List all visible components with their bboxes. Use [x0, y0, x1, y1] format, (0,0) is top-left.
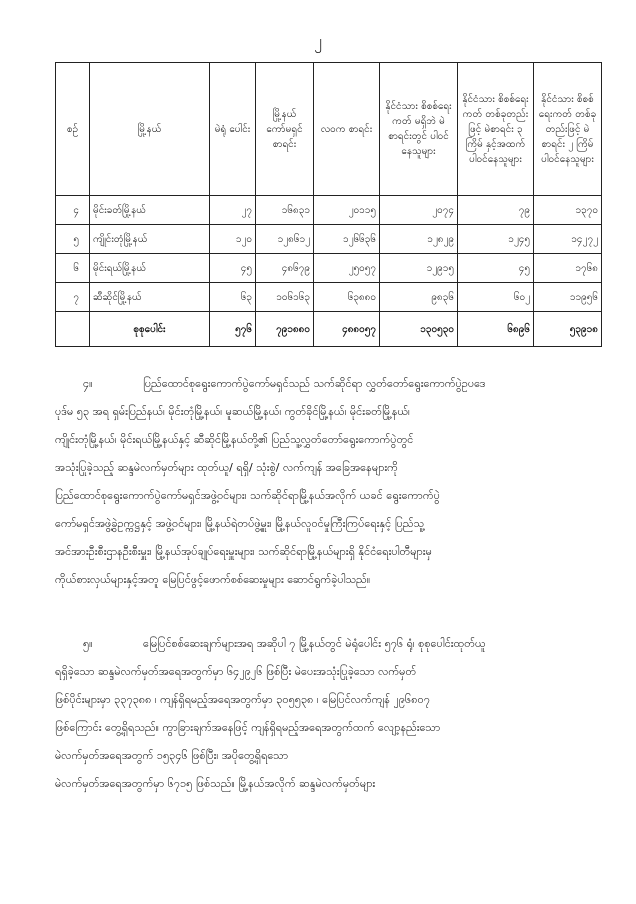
paragraph-text: မြေပြင်စစ်ဆေးချက်များအရ အဆိုပါ ၇ မြို့နယ်တွင် မဲရုံပေါင်း ၅၇၆ ရုံ၊ စုစုပေါင်းထုတ်ယူ — [143, 637, 486, 650]
total-label: စုစုပေါင်း — [90, 312, 210, 347]
paragraph-line — [55, 370, 601, 398]
row-value: ၂၇ — [210, 196, 256, 225]
paragraph-5 — [55, 630, 601, 798]
paragraph-line: မဲလက်မှတ်အရေအတွက်မှာ ၆၇၁၅ ဖြစ်သည်။ မြို့နယ်အလိုက် ဆန္ဒမဲလက်မှတ်များ — [55, 777, 376, 790]
header-three-plus-times: နိုင်ငံသား စိစစ်ရေးကတ် တစ်ခုတည်းဖြင့် မဲစာရင်း ၃ ကြိမ် နှင့်အထက် ပါဝင်နေသူများ — [458, 63, 534, 196]
voter-list-table — [55, 62, 602, 347]
row-index: ၄ — [56, 196, 90, 225]
total-value: ၅၃၉၁၈ — [534, 312, 602, 347]
header-immigration-list: လဝက စာရင်း — [314, 63, 380, 196]
paragraph-line: ကော်မရှင်အဖွဲ့ခွဲဥက္ကဋ္ဌနှင့် အဖွဲ့ဝင်များ၊ မြို့နယ်ရဲတပ်ဖွဲ့မှူး၊ မြို့နယ်လူဝင်မှုကြီးကြပ်ရေးနှင့် ပြည်သူ့ — [55, 517, 425, 530]
header-township: မြို့နယ် — [90, 63, 210, 196]
row-township: မိုင်းရယ်မြို့နယ် — [90, 254, 210, 283]
row-township: ဆီဆိုင်မြို့နယ် — [90, 283, 210, 312]
row-value: ၁၃၇၀ — [534, 196, 602, 225]
row-value: ၂၅၀၅၇ — [314, 254, 380, 283]
total-value: ၁၃၀၅၃၀ — [380, 312, 458, 347]
header-polling-stations: မဲရုံ ပေါင်း — [210, 63, 256, 196]
header-no-id-card: နိုင်ငံသား စိစစ်ရေးကတ် မရှိဘဲ မဲစာရင်းတွင် ပါဝင်နေသူများ — [380, 63, 458, 196]
paragraph-4 — [55, 370, 601, 594]
row-value: ၁၁၉၅၆ — [534, 283, 602, 312]
table-row — [56, 225, 602, 254]
table-row — [56, 254, 602, 283]
paragraph-line: အသုံးပြုခဲ့သည့် ဆန္ဒမဲလက်မှတ်များ ထုတ်ယူ/ ရရှိ/ သုံးစွဲ/ လက်ကျန် အခြေအနေများကို — [55, 461, 398, 474]
row-value: ၁၂၀ — [210, 225, 256, 254]
row-value: ၂၀၁၁၅ — [314, 196, 380, 225]
row-value: ၄၈၆၇၉ — [256, 254, 314, 283]
row-value: ၁၂၈၂၉ — [380, 225, 458, 254]
row-index: ၅ — [56, 225, 90, 254]
row-value: ၇၉ — [458, 196, 534, 225]
paragraph-line: မဲလက်မှတ်အရေအတွက် ၁၅၃၄၆ ဖြစ်ပြီး၊ အပိုတွေ့ရှိရသော — [55, 749, 289, 762]
paragraph-line: အင်အားဦးစီးဌာနဦးစီးမှူး၊ မြို့နယ်အုပ်ချုပ်ရေးမှူးများ၊ သက်ဆိုင်ရာမြို့နယ်များရှိ နိုင်ငံရေးပါတီများမှ — [55, 545, 432, 558]
total-value: ၇၉၁၈၈၀ — [256, 312, 314, 347]
row-township: မိုင်းခတ်မြို့နယ် — [90, 196, 210, 225]
row-value: ၁၄၂၇၂ — [534, 225, 602, 254]
total-value: ၅၇၆ — [210, 312, 256, 347]
paragraph-line: ဖြစ်ကြောင်း တွေ့ရှိရသည်။ ကွာခြားချက်အနေဖြင့် ကျန်ရှိရမည့်အရေအတွက်ထက် လျော့နည်းသော — [55, 721, 441, 734]
page-number: ၂ — [314, 31, 322, 50]
row-index: ၆ — [56, 254, 90, 283]
table-row — [56, 196, 602, 225]
table-total-row — [56, 312, 602, 347]
total-empty-cell — [56, 312, 90, 347]
row-value: ၆၀၂ — [458, 283, 534, 312]
paragraph-line: ဖြစ်ပိုင်းများမှာ ၃၃၇၃၈၈ ၊ ကျန်ရှိရမည့်အရေအတွက်မှာ ၃၀၅၅၃၈ ၊ မြေပြင်လက်ကျန် ၂၉၆၈၀၇ — [55, 693, 430, 706]
row-value: ၄၅ — [458, 254, 534, 283]
paragraph-line: ရရှိခဲ့သော ဆန္ဒမဲလက်မှတ်အရေအတွက်မှာ ၆၄၂၉၂၆ ဖြစ်ပြီး မဲပေးအသုံးပြုခဲ့သော လက်မှတ် — [55, 665, 417, 678]
header-two-times: နိုင်ငံသား စိစစ်ရေးကတ် တစ်ခုတည်းဖြင့် မဲစာရင်း ၂ ကြိမ် ပါဝင်နေသူများ — [534, 63, 602, 196]
total-value: ၆၈၉၆ — [458, 312, 534, 347]
row-value: ၁၂၆၆၃၆ — [314, 225, 380, 254]
row-value: ၁၂၄၅ — [458, 225, 534, 254]
paragraph-line: ကျိုင်းတုံမြို့နယ်၊ မိုင်းရယ်မြို့နယ်နှင့် ဆီဆိုင်မြို့နယ်တို့၏ ပြည်သူ့လွှတ်တော်ရွေးကောက်ပွဲတွင် — [55, 433, 414, 446]
row-value: ၁၇၆၈ — [534, 254, 602, 283]
row-index: ၇ — [56, 283, 90, 312]
paragraph-number: ၅။ — [83, 637, 93, 650]
row-value: ၄၅ — [210, 254, 256, 283]
table-header-row — [56, 63, 602, 196]
table-row — [56, 283, 602, 312]
paragraph-line: ပြည်ထောင်စုရွေးကောက်ပွဲကော်မရှင်အဖွဲ့ဝင်များ၊ သက်ဆိုင်ရာမြို့နယ်အလိုက် ယခင် ရွေးကောက်ပွဲ — [55, 489, 440, 502]
row-value: ၁၀၆၁၆၃ — [256, 283, 314, 312]
paragraph-line: ကိုယ်စားလှယ်များနှင့်အတူ မြေပြင်ဖွင့်ဖောက်စစ်ဆေးမှုများ ဆောင်ရွက်ခဲ့ပါသည်။ — [55, 573, 371, 586]
row-value: ၆၃ — [210, 283, 256, 312]
paragraph-number: ၄။ — [83, 377, 93, 390]
header-index: စဉ် — [56, 63, 90, 196]
row-township: ကျိုင်းတုံမြို့နယ် — [90, 225, 210, 254]
paragraph-line: ပုဒ်မ ၅၃ အရ ရှမ်းပြည်နယ်၊ မိုင်းတုံမြို့နယ်၊ မူဆယ်မြို့နယ်၊ ကွတ်ခိုင်မြို့နယ်၊ မိုင်းခတ်မြို့နယ်၊ — [55, 405, 410, 418]
paragraph-line — [55, 630, 601, 658]
total-value: ၄၈၈၀၅၇ — [314, 312, 380, 347]
row-value: ၉၈၃၆ — [380, 283, 458, 312]
paragraph-text: ပြည်ထောင်စုရွေးကောက်ပွဲကော်မရှင်သည် သက်ဆိုင်ရာ လွှတ်တော်ရွေးကောက်ပွဲဥပဒေ — [143, 377, 486, 390]
row-value: ၆၃၈၈၀ — [314, 283, 380, 312]
header-commission-list: မြို့နယ် ကော်မရှင် စာရင်း — [256, 63, 314, 196]
row-value: ၁၆၈၃၁ — [256, 196, 314, 225]
row-value: ၁၂၉၁၅ — [380, 254, 458, 283]
row-value: ၂၀၇၄ — [380, 196, 458, 225]
row-value: ၁၂၈၆၁၂ — [256, 225, 314, 254]
